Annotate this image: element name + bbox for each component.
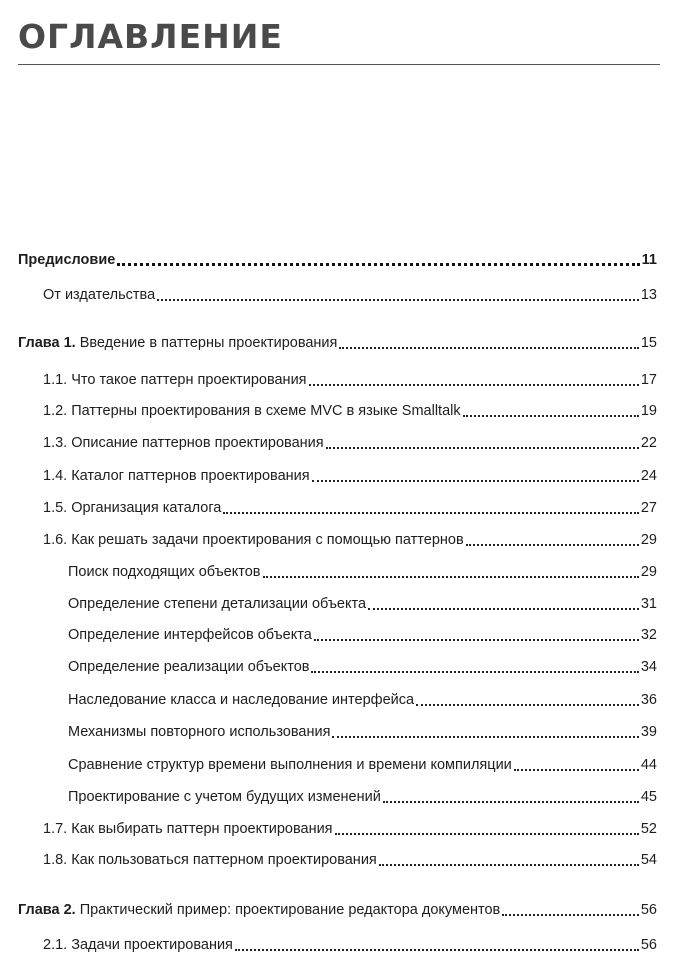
dot-leader	[368, 594, 639, 611]
toc-page-number: 54	[640, 852, 657, 868]
toc-page-number: 29	[640, 564, 657, 580]
toc-page-number: 34	[640, 659, 657, 675]
toc-entry-runtime-compile[interactable]	[68, 754, 657, 776]
toc-entry-text: Механизмы повторного использования	[68, 724, 331, 740]
toc-page-number: 27	[640, 500, 657, 516]
toc-entry-chapter-1[interactable]	[18, 332, 657, 354]
toc-entry-interfaces[interactable]	[68, 624, 657, 646]
toc-entry-publisher[interactable]	[43, 284, 657, 306]
toc-entry-text: 1.7. Как выбирать паттерн проектирования	[43, 821, 333, 837]
dot-leader	[309, 370, 639, 387]
toc-page-number: 15	[640, 335, 657, 351]
toc-entry-text: 2.1. Задачи проектирования	[43, 937, 233, 953]
toc-entry-text: 1.2. Паттерны проектирования в схеме MVC в языке Smalltalk	[43, 403, 461, 419]
dot-leader	[416, 690, 639, 707]
dot-leader	[502, 900, 639, 917]
dot-leader	[223, 498, 638, 515]
page-title: ОГЛАВЛЕНИЕ	[18, 17, 283, 56]
toc-entry-future-changes[interactable]	[68, 786, 657, 808]
toc-page-number: 13	[640, 287, 657, 303]
dot-leader	[235, 935, 639, 952]
toc-entry-implementation[interactable]	[68, 656, 657, 678]
toc-entry-text: 1.8. Как пользоваться паттерном проектирования	[43, 852, 377, 868]
toc-page-number: 24	[640, 468, 657, 484]
dot-leader	[514, 755, 639, 772]
toc-entry-inheritance[interactable]	[68, 689, 657, 711]
toc-entry-text: Практический пример: проектирование редактора документов	[79, 902, 501, 918]
toc-page-number: 11	[641, 252, 657, 268]
toc-entry-granularity[interactable]	[68, 593, 657, 615]
dot-leader	[314, 625, 639, 642]
toc-page-number: 56	[640, 937, 657, 953]
dot-leader	[332, 722, 638, 739]
toc-page-number: 19	[640, 403, 657, 419]
toc-entry-1-5[interactable]	[43, 497, 657, 519]
toc-page-number: 22	[640, 435, 657, 451]
toc-entry-text: Предисловие	[18, 252, 116, 268]
toc-page-number: 39	[640, 724, 657, 740]
toc-entry-text: Определение степени детализации объекта	[68, 596, 367, 612]
toc-entry-text: Проектирование с учетом будущих изменений	[68, 789, 381, 805]
toc-entry-1-6[interactable]	[43, 529, 657, 551]
toc-entry-text: 1.4. Каталог паттернов проектирования	[43, 468, 310, 484]
toc-entry-chapter-2[interactable]	[18, 899, 657, 921]
toc-entry-1-1[interactable]	[43, 369, 657, 391]
toc-entry-text: Определение реализации объектов	[68, 659, 310, 675]
toc-entry-2-1[interactable]	[43, 934, 657, 956]
toc-entry-1-3[interactable]	[43, 432, 657, 454]
toc-entry-finding-objects[interactable]	[68, 561, 657, 583]
toc-entry-1-2[interactable]	[43, 400, 657, 422]
toc-entry-1-7[interactable]	[43, 818, 657, 840]
toc-entry-1-4[interactable]	[43, 465, 657, 487]
dot-leader	[157, 285, 639, 302]
toc-entry-text: Введение в паттерны проектирования	[79, 335, 338, 351]
toc-entry-text: Сравнение структур времени выполнения и времени компиляции	[68, 757, 512, 773]
dot-leader	[117, 249, 639, 267]
toc-page-number: 52	[640, 821, 657, 837]
toc-entry-text: Определение интерфейсов объекта	[68, 627, 312, 643]
toc-page-number: 32	[640, 627, 657, 643]
toc-entry-text: От издательства	[43, 287, 156, 303]
dot-leader	[326, 433, 639, 450]
toc-page-number: 17	[640, 372, 657, 388]
toc-page-number: 31	[640, 596, 657, 612]
dot-leader	[463, 401, 639, 418]
dot-leader	[311, 657, 638, 674]
toc-entry-text: 1.5. Организация каталога	[43, 500, 222, 516]
toc-entry-1-8[interactable]	[43, 849, 657, 871]
dot-leader	[466, 530, 639, 547]
chapter-label: Глава 2.	[18, 902, 76, 918]
dot-leader	[312, 466, 639, 483]
dot-leader	[335, 819, 639, 836]
dot-leader	[379, 850, 639, 867]
toc-entry-text: 1.6. Как решать задачи проектирования с помощью паттернов	[43, 532, 464, 548]
toc-entry-reuse[interactable]	[68, 721, 657, 743]
dot-leader	[383, 787, 639, 804]
toc-page-number: 45	[640, 789, 657, 805]
toc-entry-text: Поиск подходящих объектов	[68, 564, 261, 580]
toc-page-number: 44	[640, 757, 657, 773]
toc-page-number: 36	[640, 692, 657, 708]
toc-page-number: 56	[640, 902, 657, 918]
toc-entry-text: 1.1. Что такое паттерн проектирования	[43, 372, 307, 388]
chapter-label: Глава 1.	[18, 335, 76, 351]
toc-entry-text: 1.3. Описание паттернов проектирования	[43, 435, 324, 451]
dot-leader	[339, 333, 638, 350]
dot-leader	[263, 562, 639, 579]
toc-page-number: 29	[640, 532, 657, 548]
toc-entry-text: Наследование класса и наследование интерфейса	[68, 692, 415, 708]
toc-entry-preface[interactable]	[18, 249, 657, 271]
